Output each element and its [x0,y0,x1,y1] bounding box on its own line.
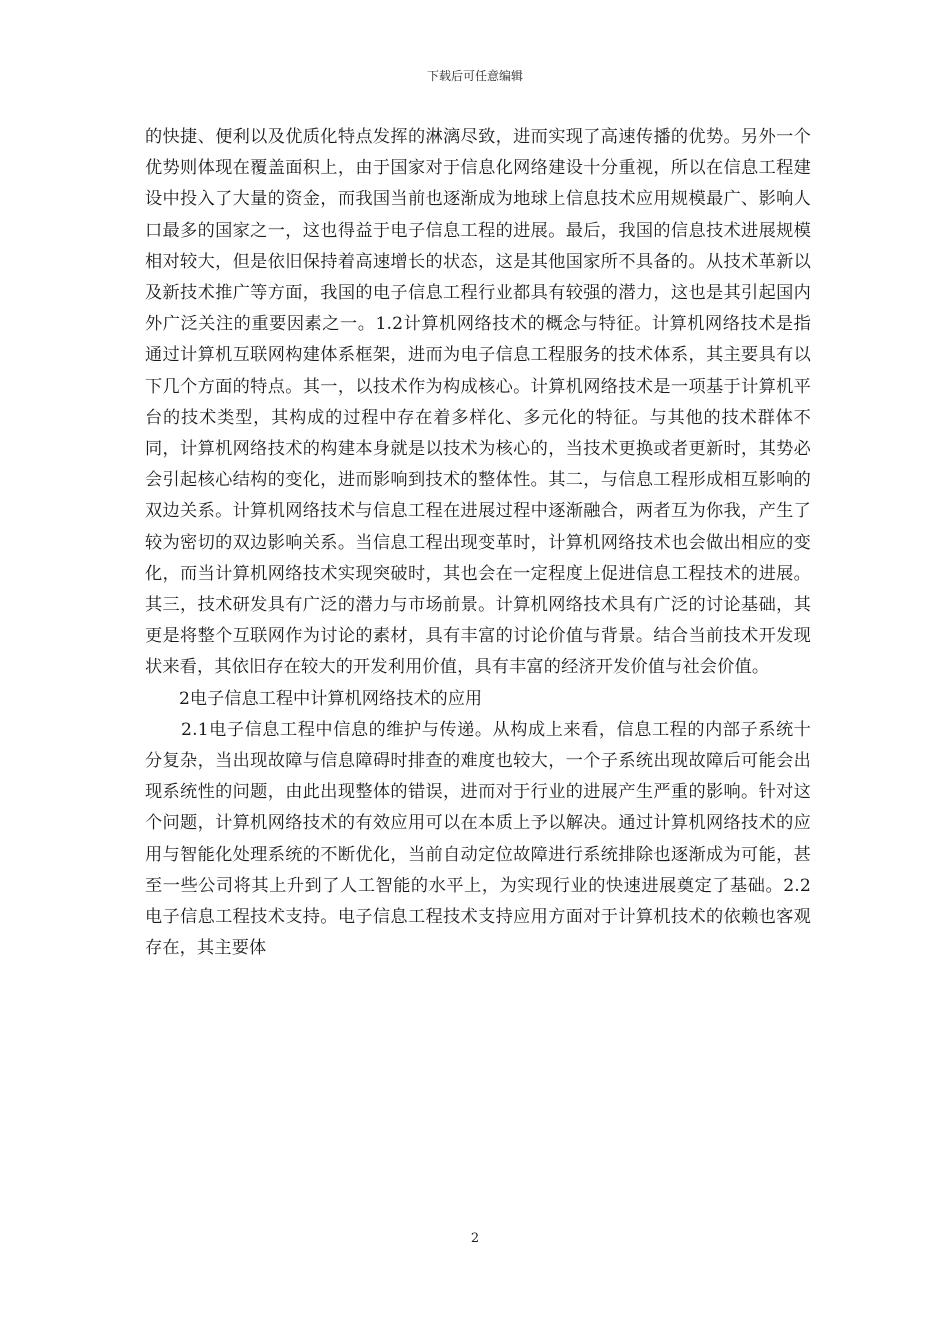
page-number: 2 [470,1231,480,1246]
page-header: 下载后可任意编辑 [426,69,523,83]
body-paragraph: 的快捷、便利以及优质化特点发挥的淋漓尽致，进而实现了高速传播的优势。另外一个优势则体现在覆盖面积上，由于国家对于信息化网络建设十分重视，所以在信息工程建设中投入了大量的资金，而我国当前也逐渐成为地球上信息技术应用规模最广、影响人口最多的国家之一，这也得益于电子信息工程的进展。最后，我国的信息技术进展规模相对较大，但是依旧保持着高速增长的状态，这是其他国家所不具备的。从技术革新以及新技术推广等方面，我国的电子信息工程行业都具有较强的潜力，这也是其引起国内外广泛关注的重要因素之一。1.2计算机网络技术的概念与特征。计算机网络技术是指通过计算机互联网构建体系框架，进而为电子信息工程服务的技术体系，其主要具有以下几个方面的特点。其一，以技术作为构成核心。计算机网络技术是一项基于计算机平台的技术类型，其构成的过程中存在着多样化、多元化的特征。与其他的技术群体不同，计算机网络技术的构建本身就是以技术为核心的，当技术更换或者更新时，其势必会引起核心结构的变化，进而影响到技术的整体性。其二，与信息工程形成相互影响的双边关系。计算机网络技术与信息工程在进展过程中逐渐融合，两者互为你我，产生了较为密切的双边影响关系。当信息工程出现变革时，计算机网络技术也会做出相应的变化，而当计算机网络技术实现突破时，其也会在一定程度上促进信息工程技术的进展。其三，技术研发具有广泛的潜力与市场前景。计算机网络技术具有广泛的讨论基础，其更是将整个互联网作为讨论的素材，具有丰富的讨论价值与背景。结合当前技术开发现状来看，其依旧存在较大的开发利用价值，具有丰富的经济开发价值与社会价值。 [145,127,811,678]
document-body [145,122,811,964]
section-heading: 2电子信息工程中计算机网络技术的应用 [179,688,483,709]
body-paragraph: 2.1电子信息工程中信息的维护与传递。从构成上来看，信息工程的内部子系统十分复杂，当出现故障与信息障碍时排查的难度也较大，一个子系统出现故障后可能会出现系统性的问题，由此出现整体的错误，进而对于行业的进展产生严重的影响。针对这个问题，计算机网络技术的有效应用可以在本质上予以解决。通过计算机网络技术的应用与智能化处理系统的不断优化，当前自动定位故障进行系统排除也逐渐成为可能，甚至一些公司将其上升到了人工智能的水平上，为实现行业的快速进展奠定了基础。2.2电子信息工程技术支持。电子信息工程技术支持应用方面对于计算机技术的依赖也客观存在，其主要体 [145,719,811,959]
